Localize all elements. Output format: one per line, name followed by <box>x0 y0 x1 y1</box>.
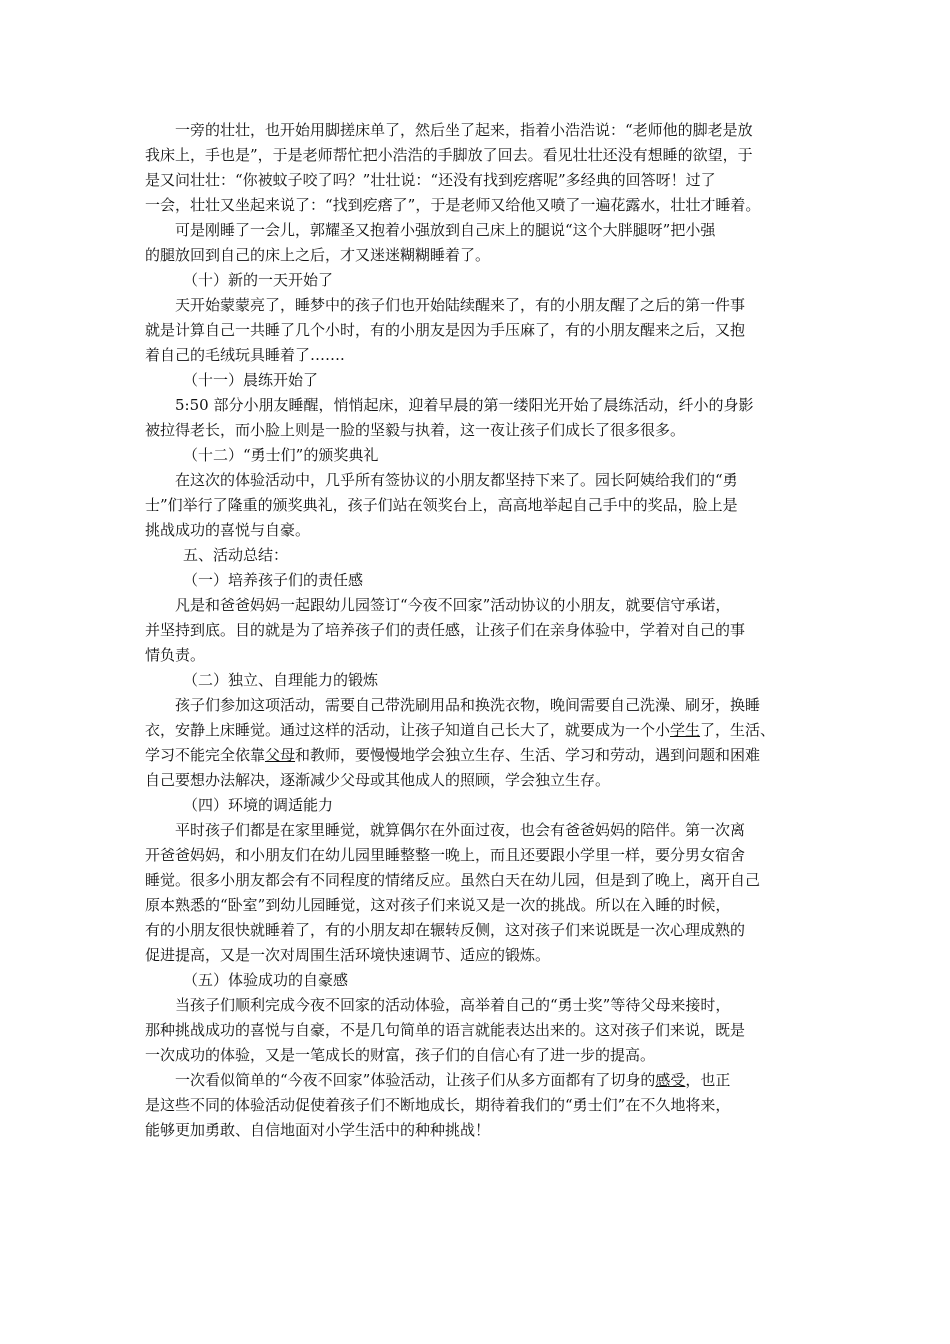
paragraph-line: 我床上，手也是”，于是老师帮忙把小浩浩的手脚放了回去。看见壮壮还没有想睡的欲望，于 <box>145 146 753 164</box>
paragraph-line: 有的小朋友很快就睡着了，有的小朋友却在辗转反侧，这对孩子们来说既是一次心理成熟的 <box>145 921 746 939</box>
paragraph-line: 可是刚睡了一会儿，郭耀圣又抱着小强放到自己床上的腿说“这个大胖腿呀”把小强 <box>175 221 716 239</box>
paragraph-line: 开爸爸妈妈，和小朋友们在幼儿园里睡整整一晚上，而且还要跟小学里一样，要分男女宿舍 <box>145 846 746 864</box>
paragraph-line: 一会，壮壮又坐起来说了：“找到疙瘩了”，于是老师又给他又喷了一遍花露水，壮壮才睡着。 <box>145 196 761 214</box>
paragraph-line: 5:50 部分小朋友睡醒，悄悄起床，迎着早晨的第一缕阳光开始了晨练活动，纤小的身影 <box>175 396 754 414</box>
paragraph-line: 并坚持到底。目的就是为了培养孩子们的责任感，让孩子们在亲身体验中，学着对自己的事 <box>145 621 746 639</box>
section-heading: （十）新的一天开始了 <box>183 271 334 289</box>
paragraph-line: 是这些不同的体验活动促使着孩子们不断地成长，期待着我们的“勇士们”在不久地将来， <box>145 1096 731 1114</box>
paragraph-line: 衣，安静上床睡觉。通过这样的活动，让孩子知道自己长大了，就要成为一个小学生了，生活、 <box>145 721 776 739</box>
section-heading: （四）环境的调适能力 <box>183 796 334 814</box>
paragraph <box>145 218 810 268</box>
paragraph <box>145 693 810 793</box>
paragraph-line: 平时孩子们都是在家里睡觉，就算偶尔在外面过夜，也会有爸爸妈妈的陪伴。第一次离 <box>175 821 746 839</box>
paragraph <box>145 468 810 543</box>
section-heading: （五）体验成功的自豪感 <box>183 971 349 989</box>
paragraph-line: 能够更加勇敢、自信地面对小学生活中的种种挑战！ <box>145 1121 491 1139</box>
paragraph-line: 被拉得老长，而小脸上则是一脸的坚毅与执着，这一夜让孩子们成长了很多很多。 <box>145 421 686 439</box>
paragraph <box>145 118 810 218</box>
paragraph <box>145 393 810 443</box>
paragraph-line: 促进提高，又是一次对周围生活环境快速调节、适应的锻炼。 <box>145 946 551 964</box>
paragraph-line: 士”们举行了隆重的颁奖典礼，孩子们站在领奖台上，高高地举起自己手中的奖品，脸上是 <box>145 496 738 514</box>
section-heading: （十二）“勇士们”的颁奖典礼 <box>183 446 379 464</box>
paragraph-line: 睡觉。很多小朋友都会有不同程度的情绪反应。虽然白天在幼儿园，但是到了晚上，离开自己 <box>145 871 761 889</box>
section-heading: （一）培养孩子们的责任感 <box>183 571 364 589</box>
paragraph <box>145 993 810 1068</box>
paragraph-line: 的腿放回到自己的床上之后，才又迷迷糊糊睡着了。 <box>145 246 491 264</box>
paragraph-line: 孩子们参加这项活动，需要自己带洗刷用品和换洗衣物，晚间需要自己洗澡、刷牙，换睡 <box>175 696 761 714</box>
paragraph-line: 当孩子们顺利完成今夜不回家的活动体验，高举着自己的“勇士奖”等待父母来接时， <box>175 996 731 1014</box>
paragraph-line: 就是计算自己一共睡了几个小时，有的小朋友是因为手压麻了，有的小朋友醒来之后，又抱 <box>145 321 746 339</box>
paragraph-line: 在这次的体验活动中，几乎所有签协议的小朋友都坚持下来了。园长阿姨给我们的“勇 <box>175 471 738 489</box>
paragraph-line: 挑战成功的喜悦与自豪。 <box>145 521 311 539</box>
paragraph-line: 着自己的毛绒玩具睡着了……. <box>145 346 345 364</box>
paragraph-line: 原本熟悉的“卧室”到幼儿园睡觉，这对孩子们来说又是一次的挑战。所以在入睡的时候， <box>145 896 731 914</box>
paragraph-line: 是又问壮壮：“你被蚊子咬了吗？”壮壮说：“还没有找到疙瘩呢”多经典的回答呀！过了 <box>145 171 716 189</box>
paragraph-line: 情负责。 <box>145 646 206 664</box>
document-body <box>145 118 810 1143</box>
section-heading: （二）独立、自理能力的锻炼 <box>183 671 379 689</box>
section-heading: 五、活动总结： <box>183 546 289 564</box>
paragraph-line: 自己要想办法解决，逐渐减少父母或其他成人的照顾，学会独立生存。 <box>145 771 611 789</box>
paragraph-line: 一次成功的体验，又是一笔成长的财富，孩子们的自信心有了进一步的提高。 <box>145 1046 656 1064</box>
section-heading: （十一）晨练开始了 <box>183 371 319 389</box>
paragraph-line: 凡是和爸爸妈妈一起跟幼儿园签订“今夜不回家”活动协议的小朋友，就要信守承诺， <box>175 596 731 614</box>
paragraph <box>145 593 810 668</box>
paragraph-line: 一次看似简单的“今夜不回家”体验活动，让孩子们从多方面都有了切身的感受，也正 <box>175 1071 731 1089</box>
paragraph <box>145 1068 810 1143</box>
paragraph-line: 天开始蒙蒙亮了，睡梦中的孩子们也开始陆续醒来了，有的小朋友醒了之后的第一件事 <box>175 296 746 314</box>
paragraph-line: 一旁的壮壮，也开始用脚搓床单了，然后坐了起来，指着小浩浩说：“老师他的脚老是放 <box>175 121 753 139</box>
paragraph-line: 那种挑战成功的喜悦与自豪，不是几句简单的语言就能表达出来的。这对孩子们来说，既是 <box>145 1021 746 1039</box>
paragraph <box>145 293 810 368</box>
paragraph-line: 学习不能完全依靠父母和教师，要慢慢地学会独立生存、生活、学习和劳动，遇到问题和困难 <box>145 746 761 764</box>
paragraph <box>145 818 810 968</box>
